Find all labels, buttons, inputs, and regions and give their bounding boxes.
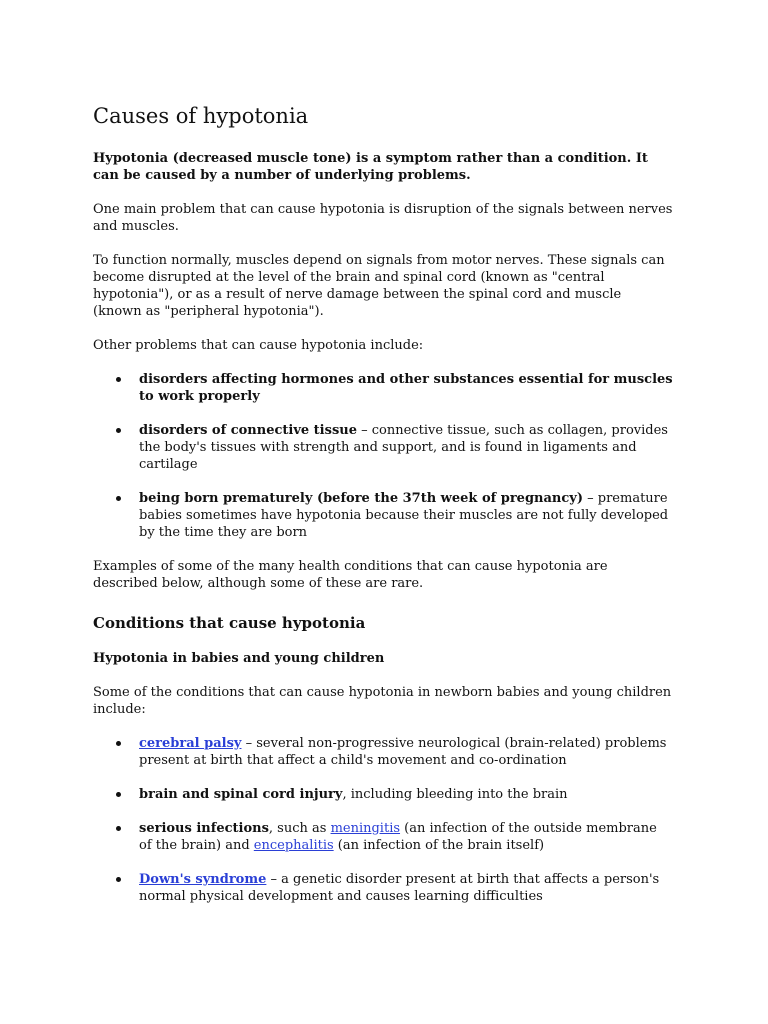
- meningitis-link[interactable]: meningitis: [330, 820, 401, 836]
- document-page: [93, 103, 673, 922]
- list-item-text: (an infection of the brain itself): [333, 837, 545, 853]
- subsection-heading: Hypotonia in babies and young children: [93, 650, 385, 666]
- list-item-connective-tissue: [93, 422, 673, 473]
- list-item-text: – premature babies sometimes have hypotonia because their muscles are not fully developed by the time they are born: [139, 491, 669, 541]
- list-item-premature: [93, 490, 673, 541]
- bullet-icon: [116, 877, 121, 882]
- conditions-list: [93, 735, 673, 905]
- bullet-icon: [116, 428, 121, 433]
- page-title: Causes of hypotonia: [93, 104, 309, 128]
- downs-syndrome-link[interactable]: Down's syndrome: [139, 871, 267, 887]
- paragraph-motor-nerves: To function normally, muscles depend on signals from motor nerves. These signals can become disrupted at the level of the brain and spinal cord (known as "central hypotonia"), or as a result of nerve damage between the spinal cord and muscle (known as "peripheral hypotonia").: [93, 253, 665, 320]
- bullet-icon: [116, 741, 121, 746]
- list-item-downs-syndrome: [93, 871, 673, 905]
- list-item-bold: brain and spinal cord injury: [139, 786, 343, 802]
- list-item-text: – several non-progressive neurological (brain-related) problems present at birth that affect a child's movement and co-ordination: [139, 735, 667, 768]
- bullet-icon: [116, 377, 121, 382]
- list-item-bold: disorders of connective tissue: [139, 423, 357, 439]
- paragraph-other-problems: Other problems that can cause hypotonia include:: [93, 338, 424, 354]
- paragraph-babies-intro: Some of the conditions that can cause hypotonia in newborn babies and young children include:: [93, 684, 672, 717]
- bullet-icon: [116, 826, 121, 831]
- list-item-brain-injury: [93, 786, 673, 803]
- bullet-icon: [116, 792, 121, 797]
- encephalitis-link[interactable]: encephalitis: [253, 837, 334, 853]
- list-item-text: , such as: [268, 820, 331, 836]
- list-item-bold: serious infections: [139, 820, 269, 836]
- section-heading: Conditions that cause hypotonia: [93, 614, 366, 633]
- list-item-hormones: [93, 371, 673, 405]
- cerebral-palsy-link[interactable]: cerebral palsy: [139, 735, 242, 751]
- list-item-cerebral-palsy: [93, 735, 673, 769]
- bullet-icon: [116, 496, 121, 501]
- list-item-infections: [93, 820, 673, 854]
- list-item-text: (an infection of the outside membrane of the brain) and: [139, 820, 657, 853]
- list-item-bold: disorders affecting hormones and other substances essential for muscles to work properly: [139, 372, 673, 405]
- paragraph-signals: One main problem that can cause hypotonia is disruption of the signals between nerves and muscles.: [93, 202, 673, 235]
- list-item-text: , including bleeding into the brain: [342, 786, 568, 802]
- list-item-text: – connective tissue, such as collagen, provides the body's tissues with strength and support, and is found in ligaments and cartilage: [139, 423, 668, 473]
- list-item-text: – a genetic disorder present at birth that affects a person's normal physical development and causes learning difficulties: [139, 871, 660, 904]
- causes-list: [93, 371, 673, 541]
- list-item-bold: being born prematurely (before the 37th week of pregnancy): [139, 491, 583, 507]
- intro-paragraph: Hypotonia (decreased muscle tone) is a symptom rather than a condition. It can be caused by a number of underlying problems.: [93, 151, 648, 184]
- paragraph-examples: Examples of some of the many health conditions that can cause hypotonia are described below, although some of these are rare.: [93, 559, 608, 592]
